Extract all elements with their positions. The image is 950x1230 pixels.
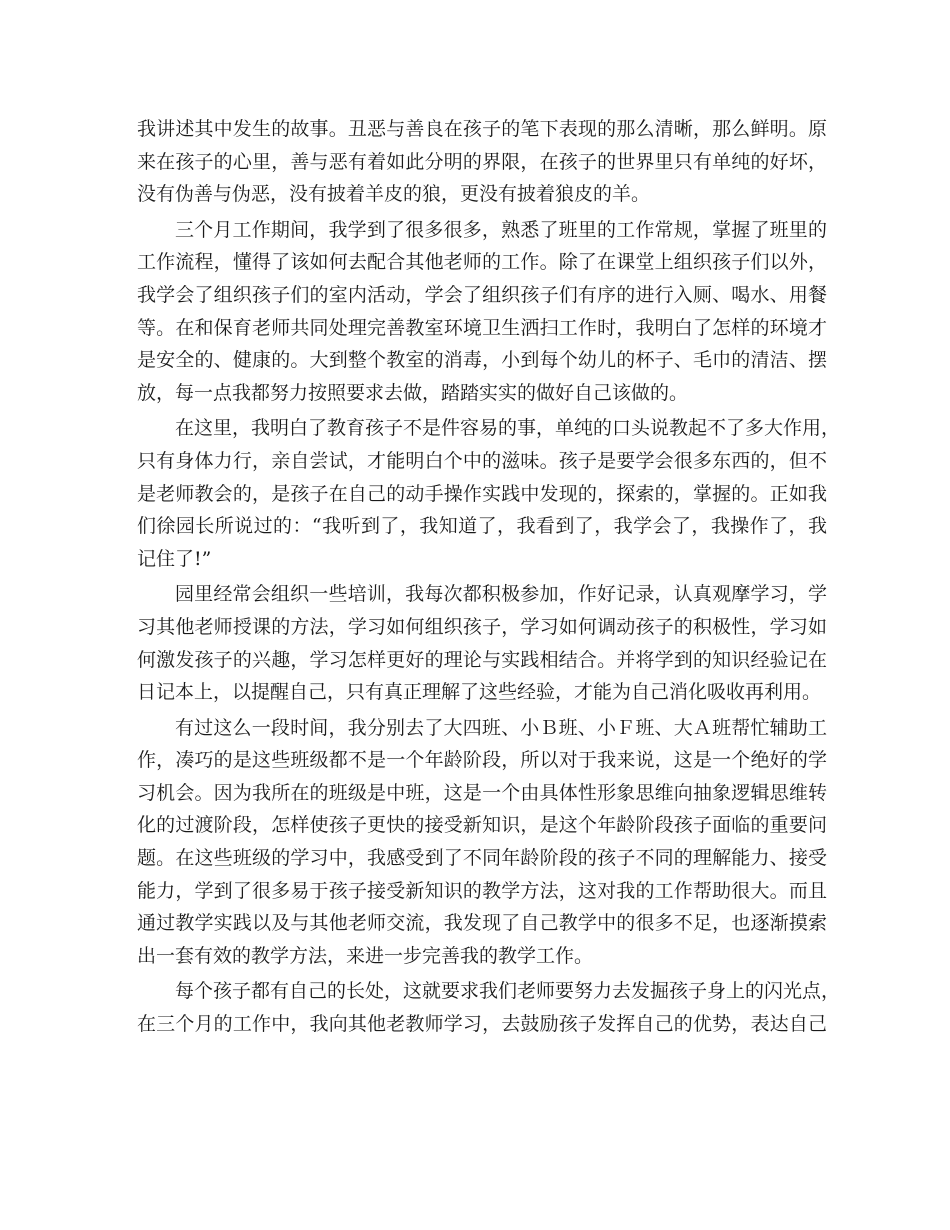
text-line: 三个月工作期间，我学到了很多很多，熟悉了班里的工作常规，掌握了班里的 <box>175 218 827 241</box>
text-line: 是安全的、健康的。大到整个教室的消毒，小到每个幼儿的杯子、毛巾的清洁、摆 <box>137 349 827 372</box>
text-line: 有过这么一段时间，我分别去了大四班、小Ｂ班、小Ｆ班、大Ａ班帮忙辅助工 <box>175 716 827 739</box>
text-line: 来在孩子的心里，善与恶有着如此分明的界限，在孩子的世界里只有单纯的好坏， <box>137 150 827 173</box>
text-line: 没有伪善与伪恶，没有披着羊皮的狼，更没有披着狼皮的羊。 <box>137 183 651 206</box>
text-line: 园里经常会组织一些培训，我每次都积极参加，作好记录，认真观摩学习，学 <box>175 583 827 606</box>
document-body <box>137 113 841 1041</box>
paragraph <box>137 113 827 211</box>
text-line: 记住了!” <box>137 547 212 570</box>
text-line: 放，每一点我都努力按照要求去做，踏踏实实的做好自己该做的。 <box>137 381 689 404</box>
text-line: 出一套有效的教学方法，来进一步完善我的教学工作。 <box>137 944 594 967</box>
text-line: 作，凑巧的是这些班级都不是一个年龄阶段，所以对于我来说，这是一个绝好的学 <box>137 749 827 772</box>
text-line: 我学会了组织孩子们的室内活动，学会了组织孩子们有序的进行入厕、喝水、用餐 <box>137 283 827 306</box>
text-line: 能力，学到了很多易于孩子接受新知识的教学方法，这对我的工作帮助很大。而且 <box>137 879 827 902</box>
text-line: 习机会。因为我所在的班级是中班，这是一个由具体性形象思维向抽象逻辑思维转 <box>137 781 827 804</box>
text-line: 工作流程，懂得了该如何去配合其他老师的工作。除了在课堂上组织孩子们以外， <box>137 251 827 274</box>
paragraph <box>137 578 827 708</box>
paragraph <box>137 412 841 575</box>
text-line: 们徐园长所说过的：“我听到了，我知道了，我看到了，我学会了，我操作了，我 <box>137 515 827 538</box>
text-line: 何激发孩子的兴趣，学习怎样更好的理论与实践相结合。并将学到的知识经验记在 <box>137 648 827 671</box>
text-line: 只有身体力行，亲自尝试，才能明白个中的滋味。孩子是要学会很多东西的，但不 <box>137 449 827 472</box>
paragraph <box>137 975 841 1040</box>
text-line: 我讲述其中发生的故事。丑恶与善良在孩子的笔下表现的那么清晰，那么鲜明。原 <box>137 118 827 140</box>
text-line: 题。在这些班级的学习中，我感受到了不同年龄阶段的孩子不同的理解能力、接受 <box>137 847 827 870</box>
text-line: 在这里，我明白了教育孩子不是件容易的事，单纯的口头说教起不了多大作用， <box>175 417 841 440</box>
text-line: 等。在和保育老师共同处理完善教室环境卫生洒扫工作时，我明白了怎样的环境才 <box>137 316 827 339</box>
text-line: 日记本上，以提醒自己，只有真正理解了这些经验，才能为自己消化吸收再利用。 <box>137 681 822 704</box>
text-line: 在三个月的工作中，我向其他老教师学习，去鼓励孩子发挥自己的优势，表达自己 <box>137 1013 827 1036</box>
text-line: 通过教学实践以及与其他老师交流，我发现了自己教学中的很多不足，也逐渐摸索 <box>137 912 827 935</box>
paragraph <box>137 214 827 410</box>
text-line: 习其他老师授课的方法，学习如何组织孩子，学习如何调动孩子的积极性，学习如 <box>137 615 827 638</box>
text-line: 是老师教会的，是孩子在自己的动手操作实践中发现的，探索的，掌握的。正如我 <box>137 482 827 505</box>
text-line: 每个孩子都有自己的长处，这就要求我们老师要努力去发掘孩子身上的闪光点， <box>175 980 841 1003</box>
paragraph <box>137 712 827 973</box>
text-line: 化的过渡阶段，怎样使孩子更快的接受新知识，是这个年龄阶段孩子面临的重要问 <box>137 814 827 837</box>
